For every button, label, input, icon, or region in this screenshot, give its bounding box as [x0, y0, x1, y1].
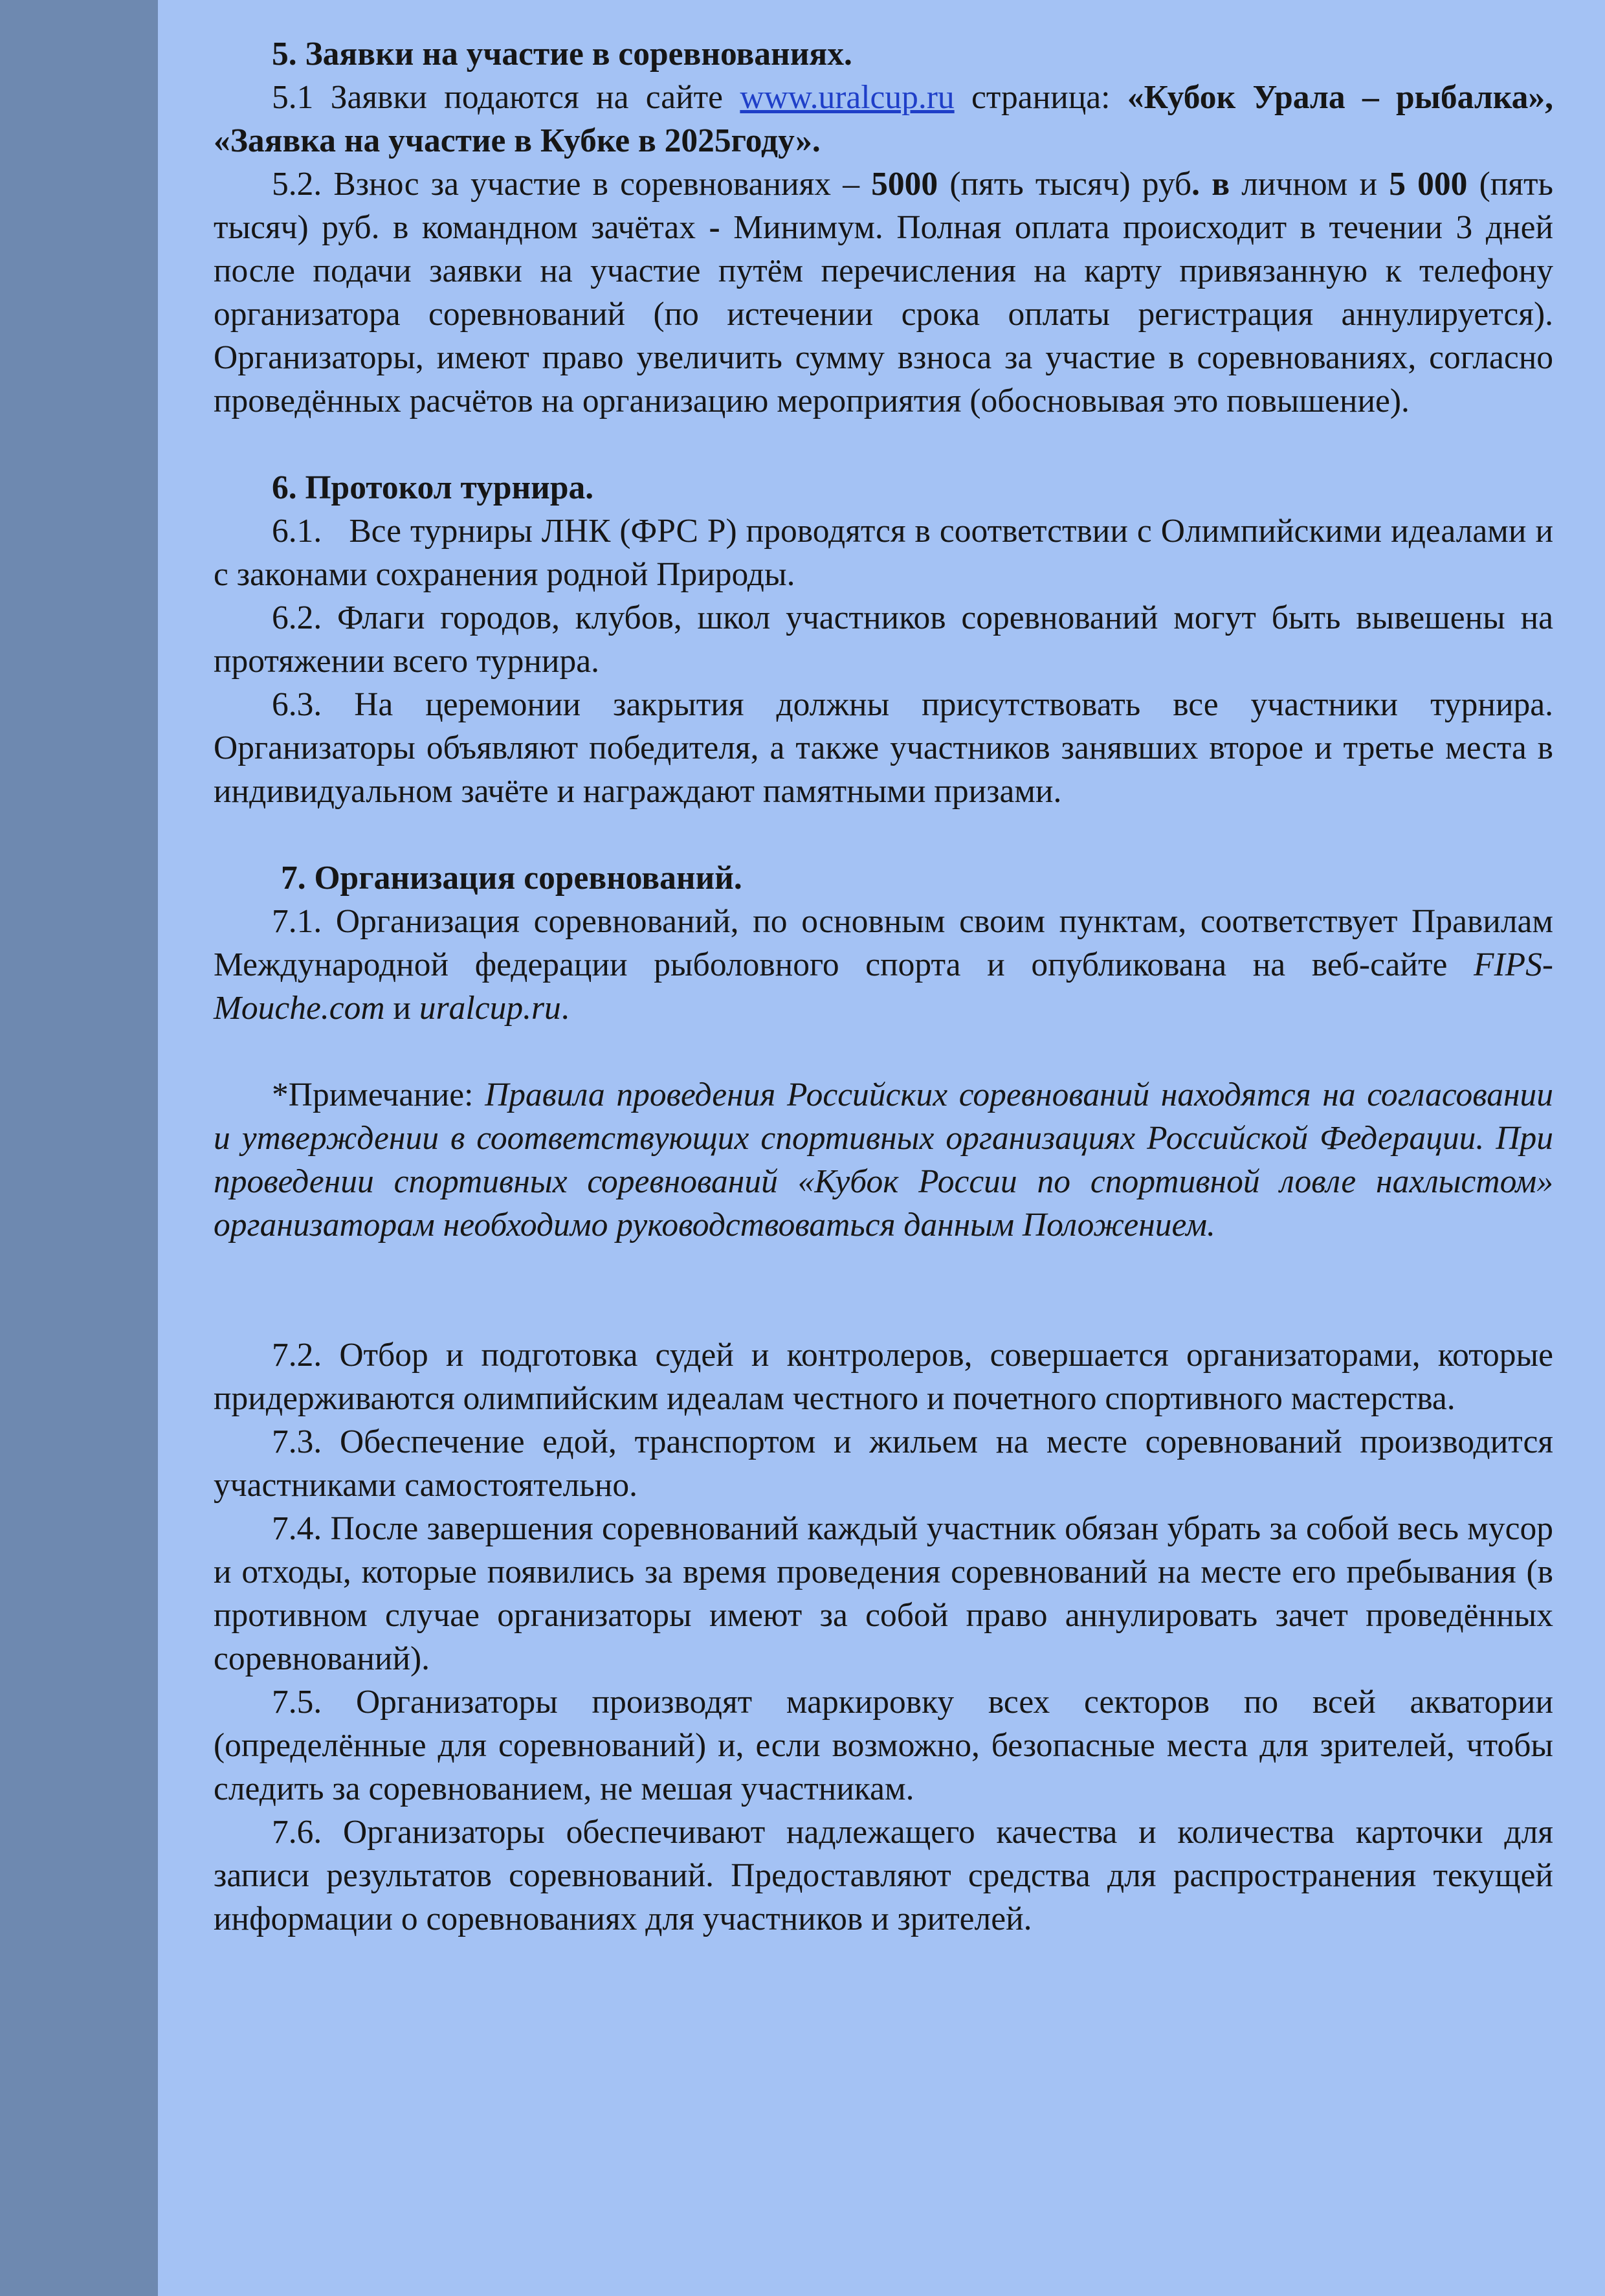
text-run-bold: -	[709, 209, 720, 246]
paragraph-5-2	[214, 162, 1553, 423]
text-run: 5.1 Заявки подаются на сайте	[272, 79, 740, 116]
text-run-bold: . в	[1191, 166, 1230, 203]
paragraph-6-3: 6.3. На церемонии закрытия должны присутствовать все участники турнира. Организаторы объявляют победителя, а также участников занявших второе и третье места в индивидуальном зачёте и награждают памятными призами.	[214, 686, 1553, 810]
fee-amount: 5000	[871, 166, 938, 203]
paragraph-6-2: 6.2. Флаги городов, клубов, школ участников соревнований могут быть вывешены на протяжении всего турнира.	[214, 599, 1553, 680]
spacer	[214, 1290, 1553, 1333]
section-5-heading: 5. Заявки на участие в соревнованиях.	[272, 36, 852, 72]
left-margin-band	[0, 0, 158, 2296]
note-text: Правила проведения Российских соревнований находятся на согласовании и утверждении в соответствующих спортивных организациях Российской Федерации. При проведении спортивных соревнований «Кубок России по спортивной ловле нахлыстом» организаторам необходимо руководствоваться данным Положением.	[214, 1076, 1553, 1243]
uralcup-link[interactable]: www.uralcup.ru	[740, 79, 955, 116]
paragraph-7-2: 7.2. Отбор и подготовка судей и контролеров, совершается организаторами, которые придерживаются олимпийским идеалам честного и почетного спортивного мастерства.	[214, 1337, 1553, 1417]
uralcup-site-name: uralcup.ru	[419, 990, 561, 1027]
spacer	[214, 423, 1553, 466]
text-run: и	[384, 990, 419, 1027]
paragraph-7-1	[214, 900, 1553, 1030]
team-fee-amount: 5 000	[1389, 166, 1468, 203]
paragraph-7-4: 7.4. После завершения соревнований каждый участник обязан убрать за собой весь мусор и отходы, которые появились за время проведения соревнований на месте его пребывания (в противном случае организаторы имеют за собой право аннулировать зачет проведённых соревнований).	[214, 1510, 1553, 1677]
fips-site-name: FIPS-Mouche.com	[214, 946, 1553, 1027]
text-run: личном и	[1230, 166, 1389, 203]
spacer	[214, 1030, 1553, 1073]
paragraph-7-3: 7.3. Обеспечение едой, транспортом и жильем на месте соревнований производится участниками самостоятельно.	[214, 1423, 1553, 1504]
paragraph-6-1: 6.1. Все турниры ЛНК (ФРС Р) проводятся в соответствии с Олимпийскими идеалами и с законами сохранения родной Природы.	[214, 513, 1553, 593]
section-7-heading: 7. Организация соревнований.	[281, 860, 742, 897]
paragraph-5-1	[214, 76, 1553, 162]
text-run: (пять тысяч) руб	[938, 166, 1192, 203]
note-paragraph	[214, 1073, 1553, 1247]
text-run: 5.2. Взнос за участие в соревнованиях –	[272, 166, 872, 203]
note-label: *Примечание:	[272, 1076, 485, 1113]
text-run: Минимум. Полная оплата происходит в течении 3 дней после подачи заявки на участие путём перечисления на карту привязанную к телефону организатора соревнований (по истечении срока оплаты регистрация аннулируется). Организаторы, имеют право увеличить сумму взноса за участие в соревнованиях, согласно проведённых расчётов на организацию мероприятия (обосновывая это повышение).	[214, 209, 1553, 419]
text-run: .	[560, 990, 570, 1027]
text-run: 7.1. Организация соревнований, по основным своим пунктам, соответствует Правилам Международной федерации рыболовного спорта и опубликована на веб-сайте	[214, 903, 1553, 983]
document-page	[214, 32, 1553, 1941]
text-run-bold: «Кубок Урала – рыбалка», «Заявка на участие в Кубке в 2025году».	[214, 79, 1553, 159]
paragraph-7-6: 7.6. Организаторы обеспечивают надлежащего качества и количества карточки для записи результатов соревнований. Предоставляют средства для распространения текущей информации о соревнованиях для участников и зрителей.	[214, 1814, 1553, 1937]
section-6-heading: 6. Протокол турнира.	[272, 469, 594, 506]
text-run: (пять тысяч) руб. в командном зачётах	[214, 166, 1553, 246]
text-run: страница:	[954, 79, 1127, 116]
spacer	[214, 1247, 1553, 1290]
spacer	[214, 813, 1553, 856]
paragraph-7-5: 7.5. Организаторы производят маркировку всех секторов по всей акватории (определённые для соревнований) и, если возможно, безопасные места для зрителей, чтобы следить за соревнованием, не мешая участникам.	[214, 1684, 1553, 1807]
